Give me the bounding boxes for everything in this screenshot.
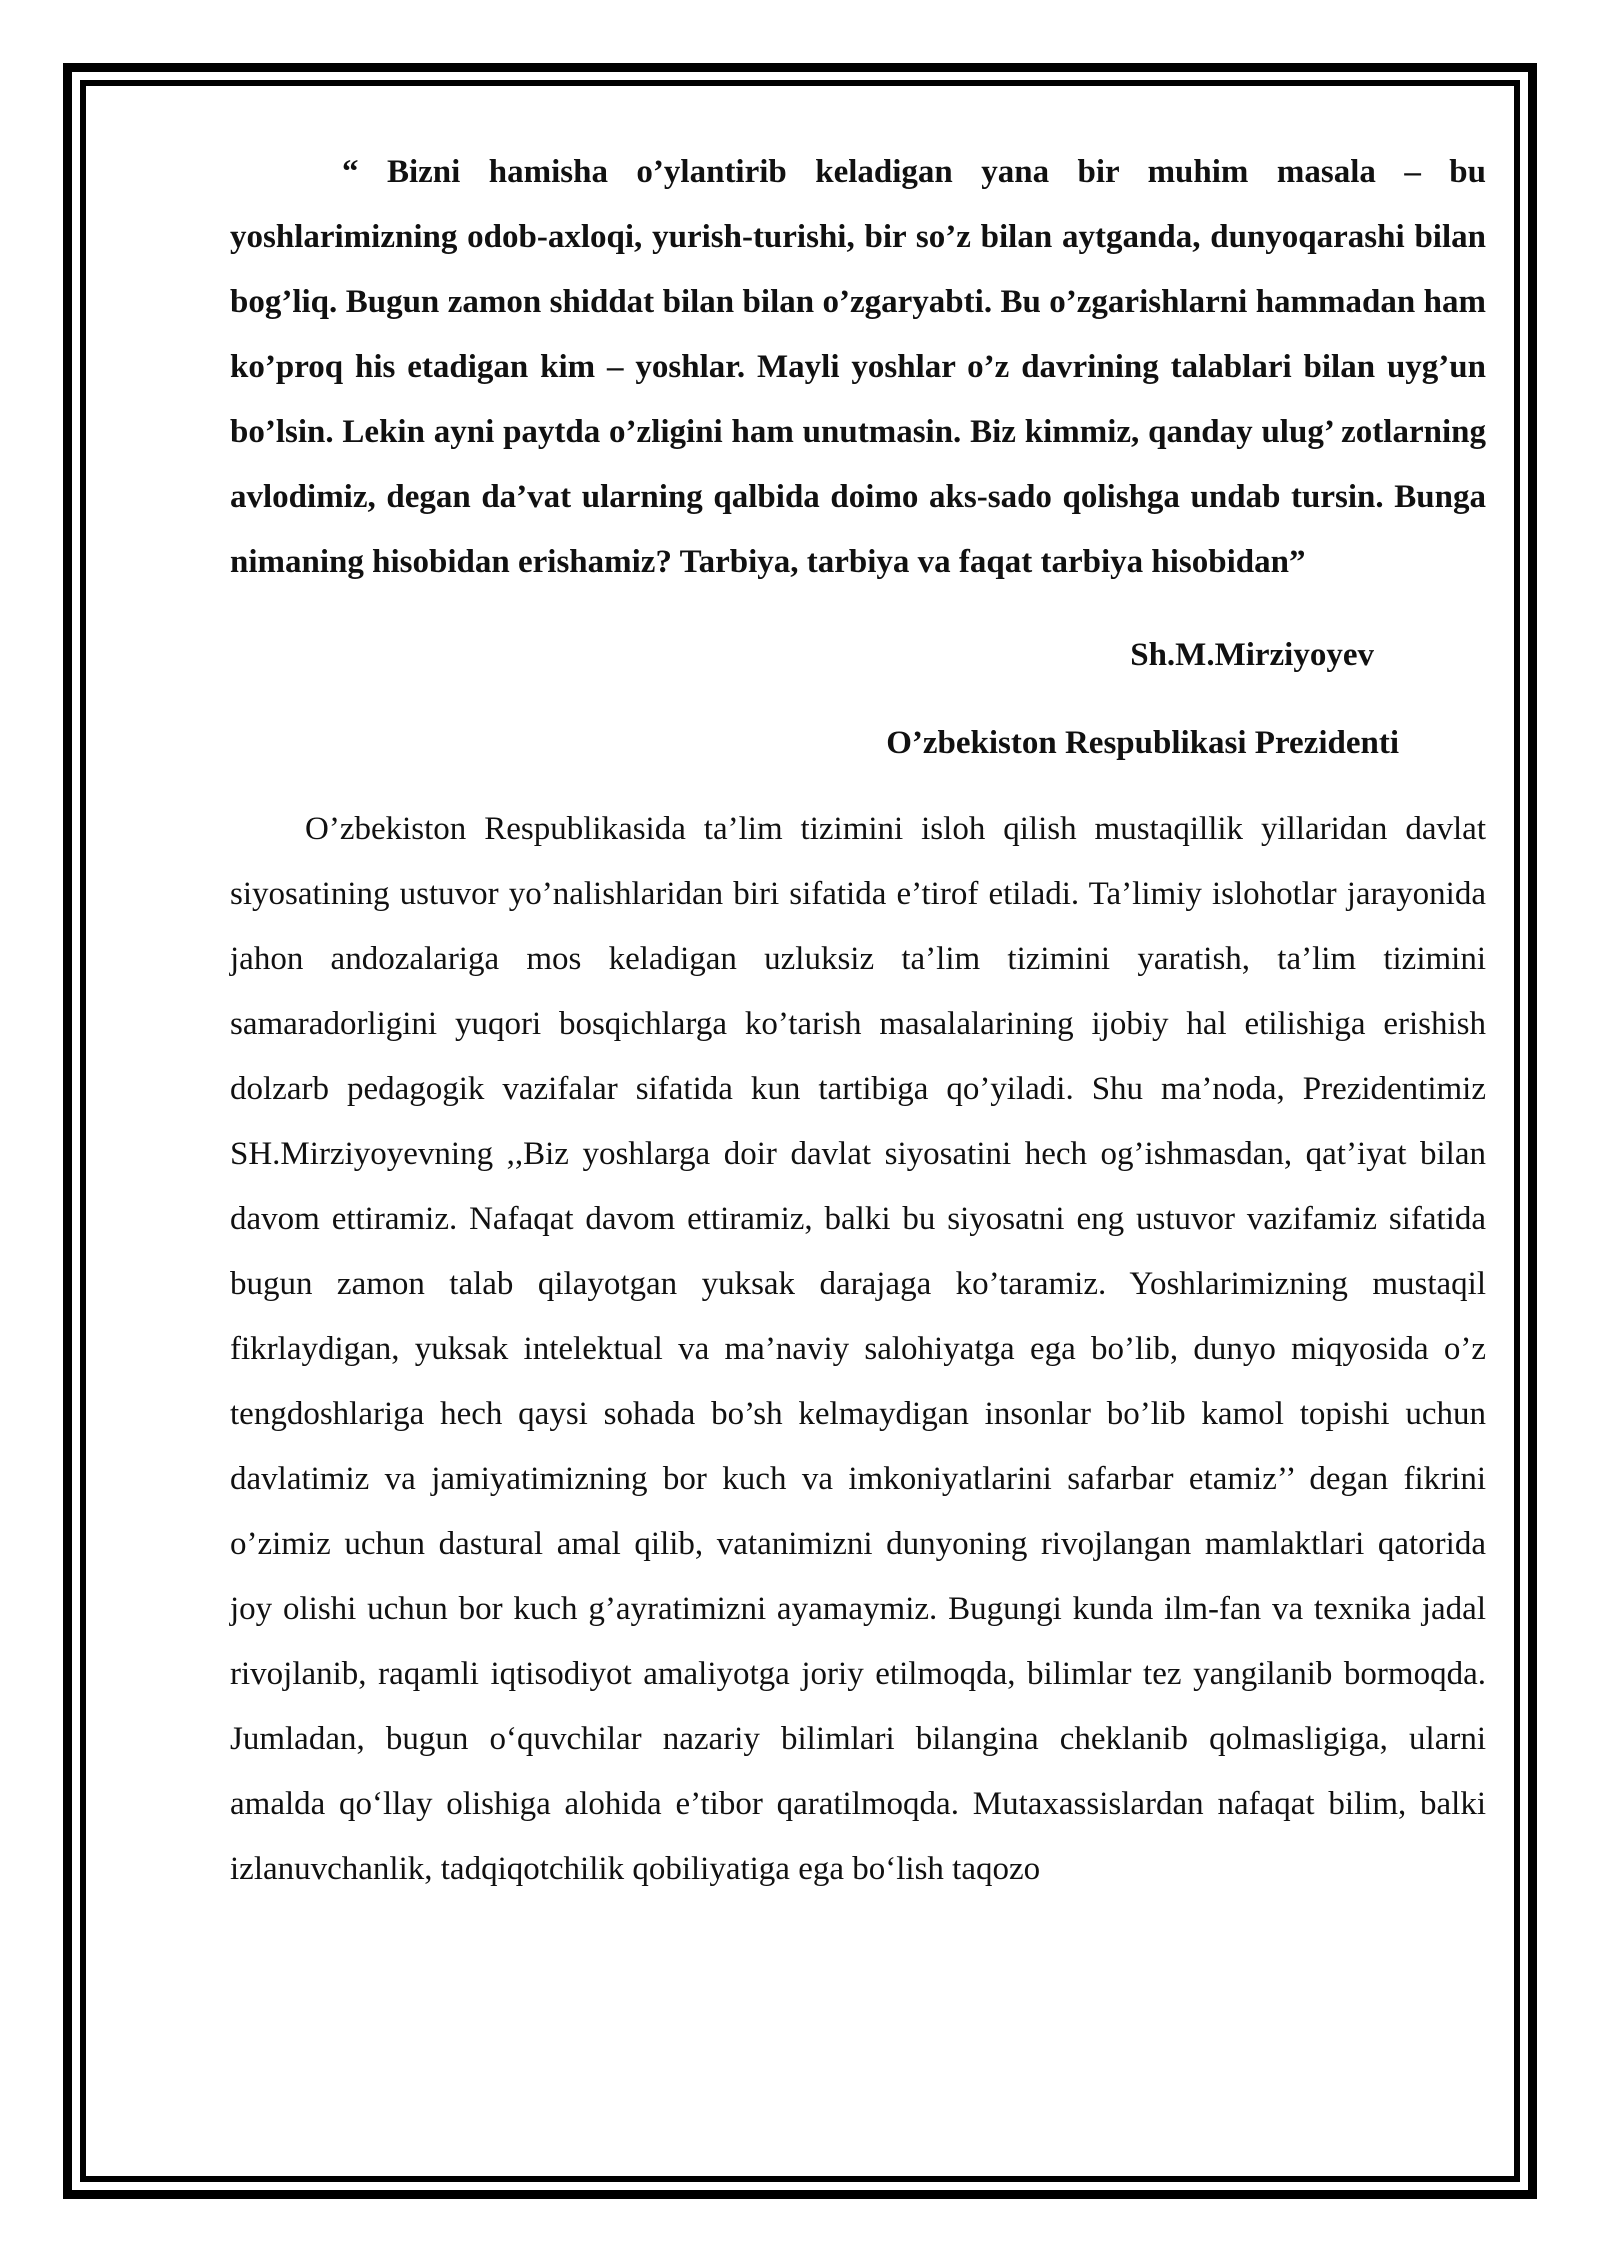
body-paragraph: O’zbekiston Respublikasida ta’lim tizimini isloh qilish mustaqillik yillaridan davlat siyosatining ustuvor yo’nalishlaridan biri sifatida e’tirof etiladi. Ta’limiy islohotlar jarayonida jahon andozalariga mos keladigan uzluksiz ta’lim tizimini yaratish, ta’lim tizimini samaradorligini yuqori bosqichlarga ko’tarish masalalarining ijobiy hal etilishiga erishish dolzarb pedagogik vazifalar sifatida kun tartibiga qo’yiladi. Shu ma’noda, Prezidentimiz SH.Mirziyoyevning ,,Biz yoshlarga doir davlat siyosatini hech og’ishmasdan, qat’iyat bilan davom ettiramiz. Nafaqat davom ettiramiz, balki bu siyosatni eng ustuvor vazifamiz sifatida bugun zamon talab qilayotgan yuksak darajaga ko’taramiz. Yoshlarimizning mustaqil fikrlaydigan, yuksak intelektual va ma’naviy salohiyatga ega bo’lib, dunyo miqyosida o’z tengdoshlariga hech qaysi sohada bo’sh kelmaydigan insonlar bo’lib kamol topishi uchun davlatimiz va jamiyatimizning bor kuch va imkoniyatlarini safarbar etamiz’’ degan fikrini o’zimiz uchun dastural amal qilib, vatanimizni dunyoning rivojlangan mamlaktlari qatorida joy olishi uchun bor kuch g’ayratimizni ayamaymiz. Bugungi kunda ilm-fan va texnika jadal rivojlanib, raqamli iqtisodiyot amaliyotga joriy etilmoqda, bilimlar tez yangilanib bormoqda. Jumladan, bugun o‘quvchilar nazariy bilimlari bilangina cheklanib qolmasligiga, ularni amalda qo‘llay olishiga alohida e’tibor qaratilmoqda. Mutaxassislardan nafaqat bilim, balki izlanuvchanlik, tadqiqotchilik qobiliyatiga ega bo‘lish taqozo	[230, 811, 1486, 1887]
page-content	[230, 140, 1486, 1902]
epigraph-quote: “ Bizni hamisha o’ylantirib keladigan yana bir muhim masala – bu yoshlarimizning odob-axloqi, yurish-turishi, bir so’z bilan aytganda, dunyoqarashi bilan bog’liq. Bugun zamon shiddat bilan bilan o’zgaryabti. Bu o’zgarishlarni hammadan ham ko’proq his etadigan kim – yoshlar. Mayli yoshlar o’z davrining talablari bilan uyg’un bo’lsin. Lekin ayni paytda o’zligini ham unutmasin. Biz kimmiz, qanday ulug’ zotlarning avlodimiz, degan da’vat ularning qalbida doimo aks-sado qolishga undab tursin. Bunga nimaning hisobidan erishamiz? Tarbiya, tarbiya va faqat tarbiya hisobidan”	[230, 154, 1486, 580]
signature-title: O’zbekiston Respublikasi Prezidenti	[886, 725, 1399, 761]
signature-name: Sh.M.Mirziyoyev	[1130, 637, 1374, 673]
